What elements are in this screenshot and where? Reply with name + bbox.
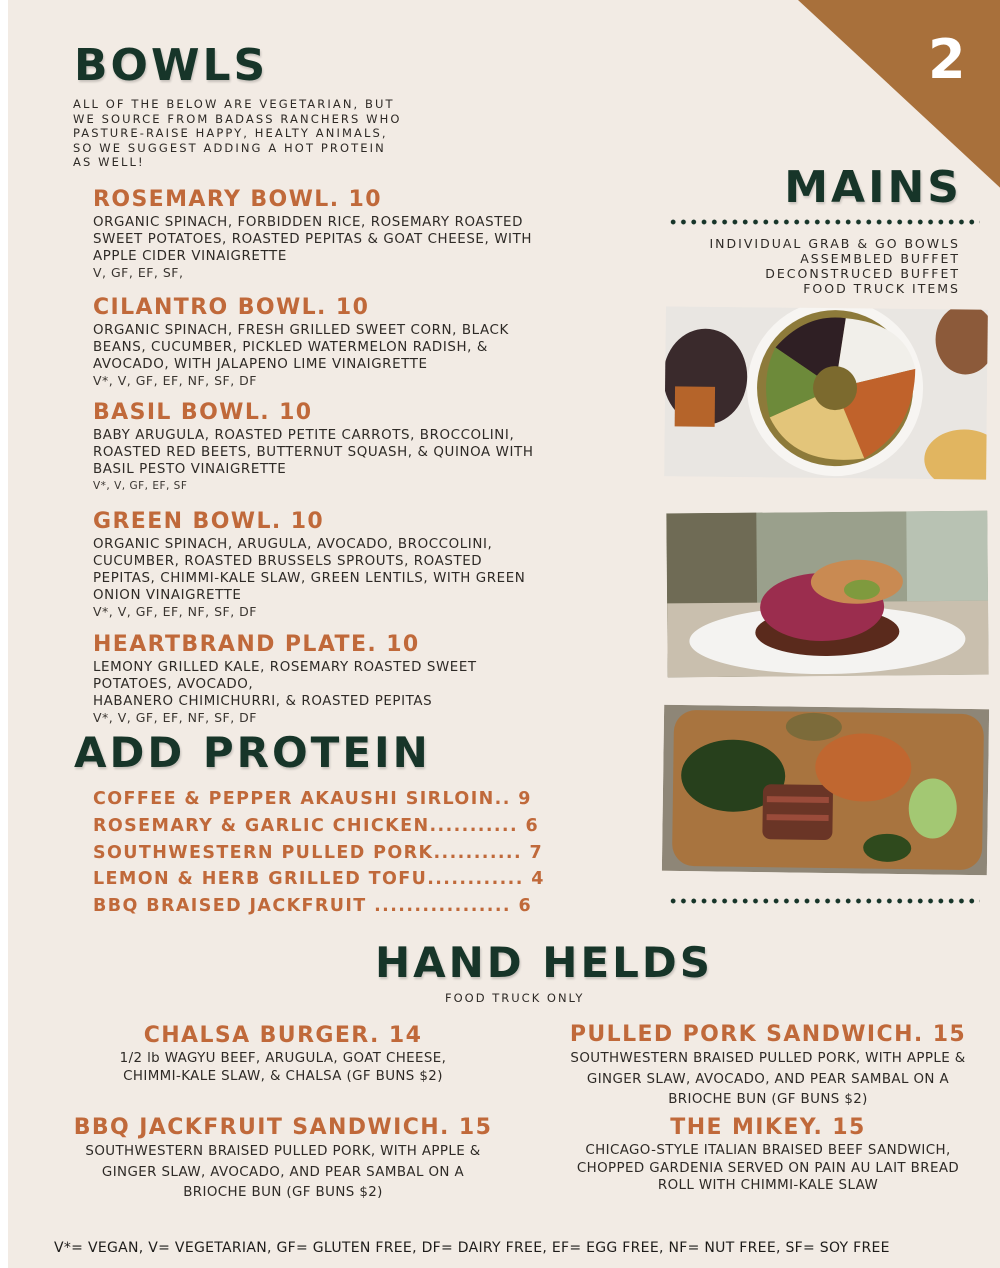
hand-held-description-line: SOUTHWESTERN BRAISED PULLED PORK, WITH APPLE &	[85, 1144, 481, 1159]
bowls-intro-line: ALL OF THE BELOW ARE VEGETARIAN, BUT	[73, 97, 395, 111]
bowl-diet-tags: V*, V, GF, EF, NF, SF, DF	[93, 373, 257, 388]
hand-held-description-line: 1/2 lb WAGYU BEEF, ARUGULA, GOAT CHEESE,	[119, 1051, 447, 1066]
bowl-description-line: POTATOES, AVOCADO,	[93, 677, 254, 692]
bowl-description	[93, 214, 553, 265]
bowls-intro-line: PASTURE-RAISE HAPPY, HEALTY ANIMALS,	[73, 126, 388, 140]
protein-item: LEMON & HERB GRILLED TOFU............ 4	[93, 869, 545, 890]
bowl-description	[93, 659, 553, 710]
hand-held-description	[63, 1050, 503, 1085]
hand-held-name: CHALSA BURGER. 14	[143, 1023, 423, 1048]
bowl-name: BASIL BOWL. 10	[93, 400, 313, 425]
bowl-diet-tags: V*, V, GF, EF, NF, SF, DF	[93, 604, 257, 619]
bowl-description-line: ONION VINAIGRETTE	[93, 588, 242, 603]
bowl-item-cilantro	[93, 294, 553, 389]
bowl-diet-tags: V, GF, EF, SF,	[93, 265, 184, 280]
hand-held-name: BBQ JACKFRUIT SANDWICH. 15	[73, 1115, 493, 1140]
bowl-name: GREEN BOWL. 10	[93, 509, 325, 534]
bowl-item-heartbrand	[93, 631, 553, 726]
hand-helds-subtitle: FOOD TRUCK ONLY	[445, 991, 585, 1005]
bowl-description	[93, 427, 553, 478]
bowl-item-green	[93, 508, 553, 620]
bowl-description-line: ORGANIC SPINACH, FORBIDDEN RICE, ROSEMARY ROASTED	[93, 215, 523, 230]
bowl-item-rosemary	[93, 186, 553, 281]
hand-held-description-line: BRIOCHE BUN (GF BUNS $2)	[668, 1092, 868, 1107]
hand-held-name: PULLED PORK SANDWICH. 15	[569, 1022, 967, 1047]
hand-held-item-bbq-jackfruit	[63, 1114, 503, 1204]
hand-held-name: THE MIKEY. 15	[670, 1115, 866, 1140]
hand-held-description-line: CHIMMI-KALE SLAW, & CHALSA (GF BUNS $2)	[123, 1068, 443, 1084]
mains-list	[710, 236, 961, 296]
bowl-description-line: AVOCADO, WITH JALAPENO LIME VINAIGRETTE	[93, 357, 428, 372]
hand-held-description-line: GINGER SLAW, AVOCADO, AND PEAR SAMBAL ON A	[586, 1071, 950, 1087]
bowl-description-line: BEANS, CUCUMBER, PICKLED WATERMELON RADISH, &	[93, 340, 488, 355]
bowls-intro	[73, 97, 413, 170]
bowls-intro-line: WE SOURCE FROM BADASS RANCHERS WHO	[73, 111, 402, 126]
mains-item: FOOD TRUCK ITEMS	[803, 281, 960, 296]
protein-item: COFFEE & PEPPER AKAUSHI SIRLOIN.. 9	[93, 789, 532, 809]
bowl-description-line: ORGANIC SPINACH, FRESH GRILLED SWEET CORN, BLACK	[93, 323, 509, 338]
hand-held-description-line: ROLL WITH CHIMMI-KALE SLAW	[657, 1178, 879, 1193]
hand-held-description-line: CHICAGO-STYLE ITALIAN BRAISED BEEF SANDWICH,	[585, 1143, 951, 1158]
mains-item: INDIVIDUAL GRAB & GO BOWLS	[709, 236, 960, 251]
bowl-description-line: BABY ARUGULA, ROASTED PETITE CARROTS, BROCCOLINI,	[93, 428, 515, 443]
protein-item: BBQ BRAISED JACKFRUIT ................. 6	[93, 896, 533, 917]
bowl-description-line: HABANERO CHIMICHURRI, & ROASTED PEPITAS	[93, 694, 433, 709]
page-number: 2	[928, 28, 967, 91]
menu-page	[8, 0, 1000, 1268]
burger-photo	[666, 511, 988, 678]
hand-held-description	[548, 1142, 988, 1195]
hand-held-item-the-mikey	[548, 1114, 988, 1195]
bowl-diet-tags: V*, V, GF, EF, NF, SF, DF	[93, 710, 257, 725]
bowl-description-line: BASIL PESTO VINAIGRETTE	[93, 462, 287, 477]
bowl-description-line: LEMONY GRILLED KALE, ROSEMARY ROASTED SWEET	[93, 660, 477, 675]
bowls-intro-line: AS WELL!	[73, 155, 145, 169]
mains-item: DECONSTRUCED BUFFET	[765, 266, 960, 281]
bowl-name: CILANTRO BOWL. 10	[93, 295, 370, 320]
bowl-name: HEARTBRAND PLATE. 10	[93, 632, 420, 657]
hand-held-description-line: SOUTHWESTERN BRAISED PULLED PORK, WITH APPLE &	[570, 1051, 966, 1066]
hand-held-description-line: BRIOCHE BUN (GF BUNS $2)	[183, 1185, 383, 1200]
hand-held-description	[548, 1049, 988, 1111]
bowls-intro-line: SO WE SUGGEST ADDING A HOT PROTEIN	[73, 140, 386, 155]
hand-helds-title: HAND HELDS	[375, 938, 714, 987]
hand-held-description-line: CHOPPED GARDENIA SERVED ON PAIN AU LAIT BREAD	[576, 1160, 960, 1176]
bowl-name: ROSEMARY BOWL. 10	[93, 187, 382, 212]
hand-held-item-chalsa-burger	[63, 1022, 503, 1085]
bowl-description-line: SWEET POTATOES, ROASTED PEPITAS & GOAT CHEESE, WITH	[93, 232, 533, 247]
protein-item: ROSEMARY & GARLIC CHICKEN........... 6	[93, 815, 540, 836]
bowl-description-line: APPLE CIDER VINAIGRETTE	[93, 249, 287, 264]
bowl-description-line: ROASTED RED BEETS, BUTTERNUT SQUASH, & QUINOA WITH	[93, 445, 534, 460]
mains-title: MAINS	[784, 162, 962, 213]
bowl-description-line: PEPITAS, CHIMMI-KALE SLAW, GREEN LENTILS, WITH GREEN	[93, 571, 526, 586]
hand-held-item-pulled-pork	[548, 1021, 988, 1111]
dotted-divider	[668, 219, 980, 225]
bowl-description-line: ORGANIC SPINACH, ARUGULA, AVOCADO, BROCCOLINI,	[93, 537, 493, 552]
protein-list	[93, 786, 545, 920]
mains-item: ASSEMBLED BUFFET	[800, 251, 960, 266]
bowl-description-line: CUCUMBER, ROASTED BRUSSELS SPROUTS, ROASTED	[93, 554, 483, 569]
hand-held-description	[63, 1142, 503, 1204]
bowl-item-basil	[93, 399, 553, 494]
bowl-description	[93, 322, 553, 373]
bowl-photo	[664, 306, 988, 479]
protein-item: SOUTHWESTERN PULLED PORK........... 7	[93, 842, 544, 863]
bowl-description	[93, 536, 553, 604]
dotted-divider	[668, 898, 980, 904]
bowls-title: BOWLS	[74, 40, 269, 91]
bowl-diet-tags: V*, V, GF, EF, SF	[93, 480, 188, 492]
steak-board-photo	[662, 705, 989, 876]
diet-legend: V*= VEGAN, V= VEGETARIAN, GF= GLUTEN FREE, DF= DAIRY FREE, EF= EGG FREE, NF= NUT FREE, SF= SOY FREE	[54, 1240, 890, 1256]
hand-held-description-line: GINGER SLAW, AVOCADO, AND PEAR SAMBAL ON A	[101, 1164, 465, 1180]
add-protein-title: ADD PROTEIN	[74, 728, 431, 777]
